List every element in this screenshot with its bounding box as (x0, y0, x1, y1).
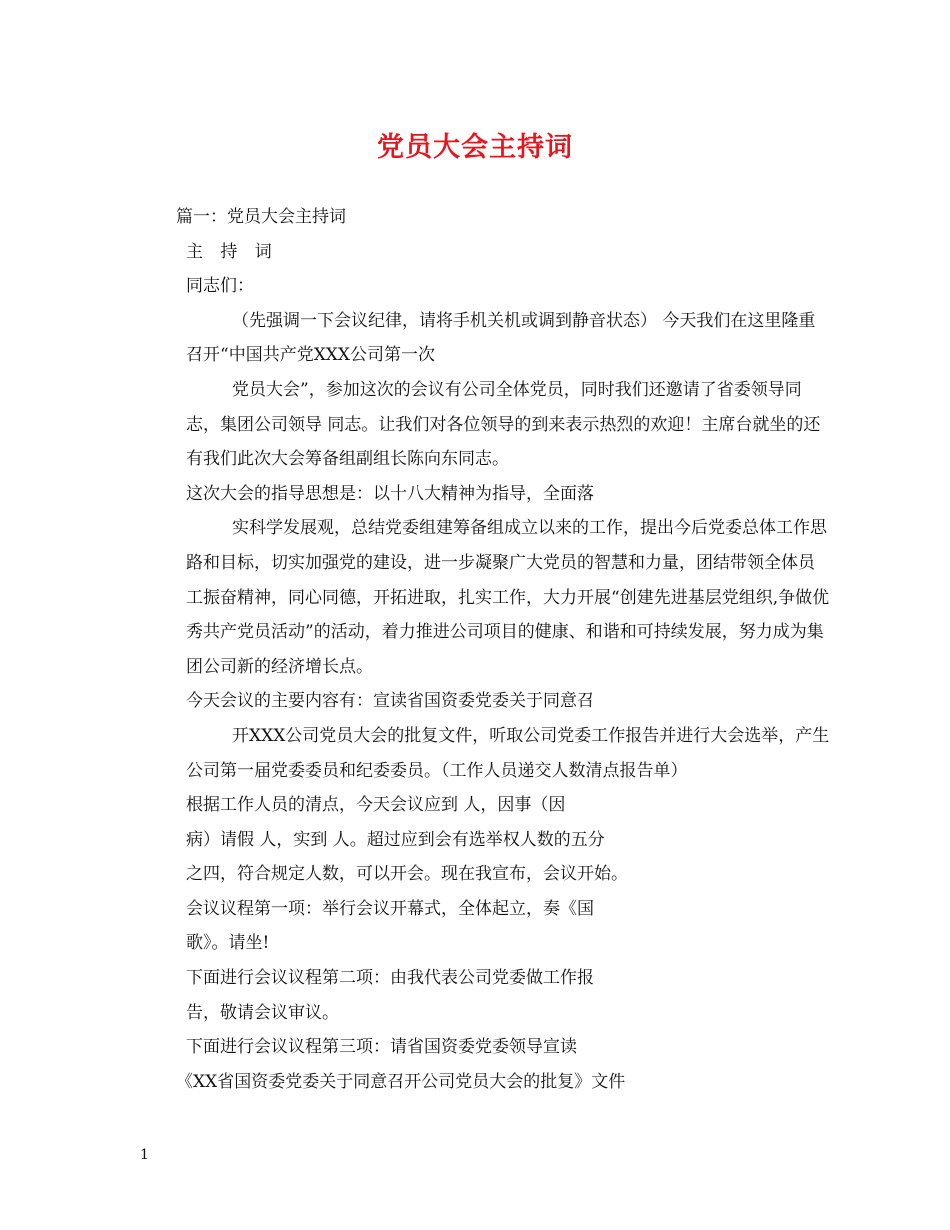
paragraph-line: 实科学发展观，总结党委组建筹备组成立以来的工作，提出今后党委总体工作思路和目标，切实加强党的建设，进一步凝聚广大党员的智慧和力量，团结带领全体员工振奋精神，同心同德，开拓进取，扎实工作，大力开展“创建先进基层党组织,争做优秀共产党员活动”的活动，着力推进公司项目的健康、和谐和可持续发展，努力成为集团公司新的经济增长点。 (186, 518, 830, 677)
paragraph-line: 主 持 词 (186, 241, 278, 262)
paragraph-line: 下面进行会议议程第三项：请省国资委党委领导宣读 (186, 1037, 577, 1058)
paragraph-line: 告，敬请会议审议。 (186, 1002, 339, 1023)
paragraph-line: （先强调一下会议纪律，请将手机关机或调到静音状态） 今天我们在这里隆重召开“中国共产党XXX公司第一次 (186, 310, 816, 366)
paragraph-line: 《XX省国资委党委关于同意召开公司党员大会的批复》文件 (176, 1071, 626, 1092)
paragraph-line: 会议议程第一项：举行会议开幕式，全体起立，奏《国 (186, 898, 594, 919)
paragraph-line: 开XXX公司党员大会的批复文件，听取公司党委工作报告并进行大会选举，产生公司第一届党委委员和纪委委员。（工作人员递交人数清点报告单） (186, 725, 830, 781)
paragraph-line: 党员大会”，参加这次的会议有公司全体党员，同时我们还邀请了省委领导同志，集团公司领导 同志。让我们对各位领导的到来表示热烈的欢迎！主席台就坐的还有我们此次大会筹备组副组长陈向东同志。 (186, 379, 821, 470)
document-body (140, 200, 830, 1099)
paragraph-line: 歌》。请坐! (186, 933, 270, 954)
paragraph-line: 同志们： (186, 276, 254, 297)
paragraph-line: 这次大会的指导思想是：以十八大精神为指导，全面落 (186, 483, 594, 504)
document-title: 党员大会主持词 (377, 132, 573, 163)
paragraph-line: 根据工作人员的清点，今天会议应到 人，因事（因 (186, 795, 566, 816)
page-number: 1 (140, 1147, 149, 1163)
paragraph-line: 病）请假 人，实到 人。超过应到会有选举权人数的五分 (186, 829, 605, 850)
paragraph-line: 今天会议的主要内容有：宣读省国资委党委关于同意召 (186, 691, 594, 712)
paragraph-line: 篇一：党员大会主持词 (176, 207, 346, 227)
paragraph-line: 之四，符合规定人数，可以开会。现在我宣布，会议开始。 (186, 864, 628, 885)
paragraph-line: 下面进行会议议程第二项：由我代表公司党委做工作报 (186, 968, 594, 989)
